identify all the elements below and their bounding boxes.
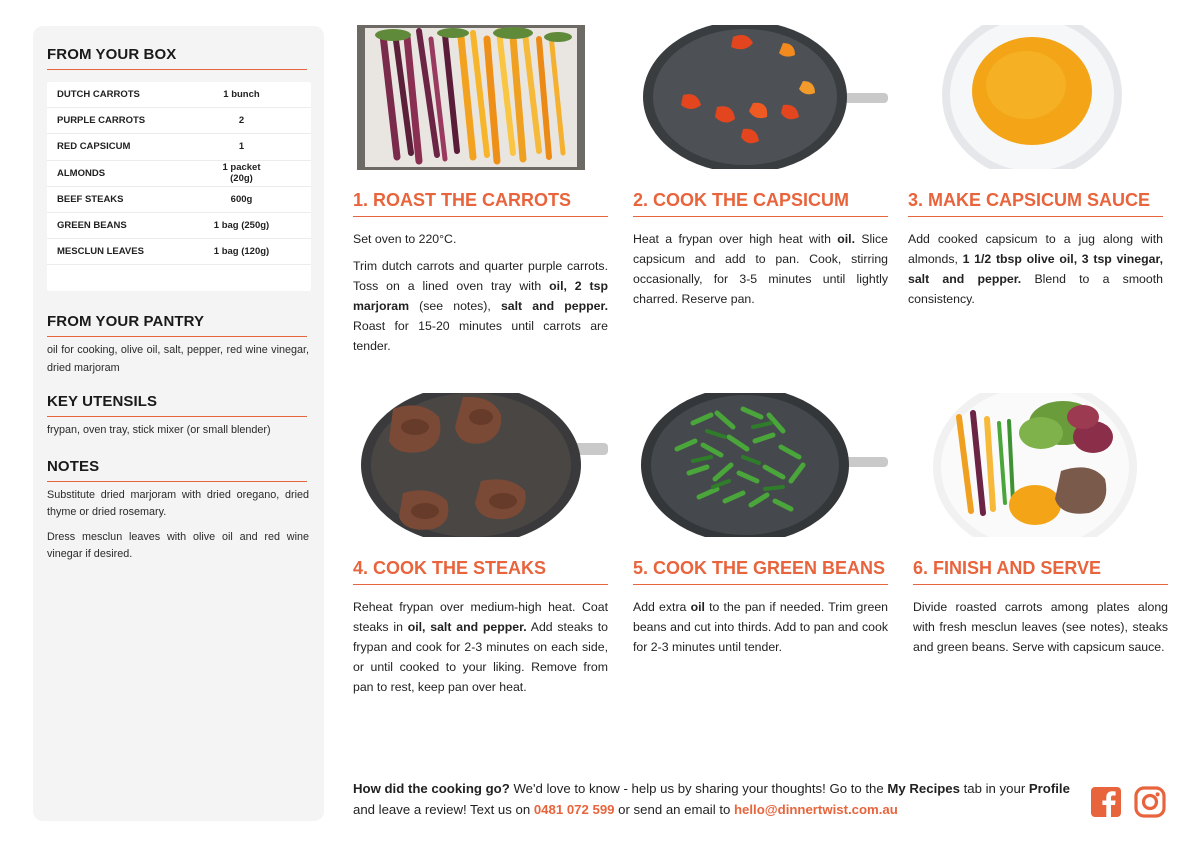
emphasis: oil <box>690 600 705 614</box>
step-6-title: 6. FINISH AND SERVE <box>913 558 1168 585</box>
ingredients-sidebar <box>33 26 324 821</box>
step-5-body <box>633 597 888 657</box>
ingredient-name: BEEF STEAKS <box>57 193 124 205</box>
ingredient-row <box>47 82 311 108</box>
note-item: Substitute dried marjoram with dried oregano, dried thyme or dried rosemary. <box>47 488 309 519</box>
step-1-p1: Set oven to 220°C. <box>353 232 457 246</box>
utensils-section <box>47 393 309 440</box>
ingredient-qty: 1 bunch <box>223 89 260 101</box>
profile-link[interactable]: Profile <box>1028 781 1070 796</box>
ingredient-row <box>47 239 311 265</box>
step-4-body <box>353 597 608 697</box>
ingredient-name: PURPLE CARROTS <box>57 115 146 127</box>
step-3 <box>908 190 1163 316</box>
ingredients-table <box>47 82 311 291</box>
feedback-footer <box>353 778 1078 820</box>
ingredient-row <box>47 213 311 239</box>
ingredient-name: DUTCH CARROTS <box>57 89 140 101</box>
ingredient-name: GREEN BEANS <box>57 220 127 232</box>
emphasis: oil. <box>837 232 855 246</box>
step-4-p1 <box>353 597 608 697</box>
ingredient-name: RED CAPSICUM <box>57 141 131 153</box>
step-1-title: 1. ROAST THE CARROTS <box>353 190 608 217</box>
step-2-body <box>633 229 888 309</box>
ingredient-qty: 600g <box>230 193 253 205</box>
text: Blend to a smooth consistency. <box>908 272 1163 306</box>
text: Add cooked capsicum to a jug along with almonds, <box>908 232 1163 266</box>
text: tab in your <box>959 781 1029 796</box>
ingredient-row-empty <box>47 265 311 291</box>
step-5-title: 5. COOK THE GREEN BEANS <box>633 558 888 585</box>
from-your-box-heading: FROM YOUR BOX <box>47 46 307 70</box>
notes-list <box>47 487 309 564</box>
capsicum-sauce-photo <box>908 25 1163 169</box>
step-1 <box>353 190 608 363</box>
text: or send an email to <box>614 802 734 817</box>
emphasis: oil, salt and pepper. <box>407 620 527 634</box>
step-3-p1 <box>908 229 1163 309</box>
step-2-p1 <box>633 229 888 309</box>
text: Add steaks to frypan and cook for 2-3 minutes on each side, or until cooked to your liking. Remove from pan to rest, keep pan over heat. <box>353 620 608 694</box>
ingredient-row <box>47 161 311 187</box>
step-2 <box>633 190 888 316</box>
roasted-carrots-photo <box>353 25 589 170</box>
utensils-heading: KEY UTENSILS <box>47 393 307 417</box>
step-3-title: 3. MAKE CAPSICUM SAUCE <box>908 190 1163 217</box>
text: Slice capsicum and add to pan. Cook, stirring occasionally, for 3-5 minutes until lightly charred. Reserve pan. <box>633 232 888 306</box>
my-recipes-link[interactable]: My Recipes <box>887 781 960 796</box>
pantry-text: oil for cooking, olive oil, salt, pepper, red wine vinegar, dried marjoram <box>47 344 309 374</box>
green-beans-pan-photo <box>633 393 888 537</box>
ingredient-qty: 1 packet (20g) <box>222 162 261 185</box>
utensils-text: frypan, oven tray, stick mixer (or small blender) <box>47 424 271 437</box>
text: We'd love to know - help us by sharing your thoughts! Go to the <box>509 781 888 796</box>
text: to the pan if needed. Trim green beans and cut into thirds. Add to pan and cook for 2-3 minutes until tender. <box>633 600 888 654</box>
emphasis: salt and pepper. <box>500 299 608 313</box>
step-6 <box>913 558 1168 664</box>
text: (see notes), <box>409 299 501 313</box>
steaks-pan-photo <box>353 393 608 537</box>
phone-number[interactable]: 0481 072 599 <box>533 802 615 817</box>
step-2-title: 2. COOK THE CAPSICUM <box>633 190 888 217</box>
ingredient-row <box>47 134 311 160</box>
step-5 <box>633 558 888 664</box>
facebook-icon[interactable] <box>1090 786 1122 818</box>
ingredient-row <box>47 108 311 134</box>
ingredient-qty: 1 bag (120g) <box>213 246 270 258</box>
text: and leave a review! Text us on <box>353 802 534 817</box>
ingredient-qty: 1 <box>238 141 245 153</box>
text: Trim dutch carrots and quarter purple carrots. Toss on a lined oven tray with <box>353 259 608 293</box>
ingredient-name: ALMONDS <box>57 167 106 179</box>
email-link[interactable]: hello@dinnertwist.com.au <box>734 802 898 817</box>
notes-section <box>47 458 309 564</box>
step-1-body <box>353 229 608 356</box>
text: Roast for 15-20 minutes until carrots are tender. <box>353 319 608 353</box>
step-6-body <box>913 597 1168 657</box>
emphasis: 1 1/2 tbsp olive oil, 3 tsp vinegar, salt and pepper. <box>908 252 1163 286</box>
pantry-section <box>47 313 309 377</box>
instagram-icon[interactable] <box>1134 786 1166 818</box>
text: Add extra <box>633 600 691 614</box>
feedback-question: How did the cooking go? <box>353 781 510 796</box>
capsicum-pan-photo <box>633 25 888 169</box>
emphasis: oil, 2 tsp marjoram <box>353 279 608 313</box>
pantry-heading: FROM YOUR PANTRY <box>47 313 307 337</box>
ingredient-qty: 2 <box>238 115 245 127</box>
ingredient-row <box>47 187 311 213</box>
plated-dish-photo <box>913 393 1168 537</box>
text: Heat a frypan over high heat with <box>633 232 838 246</box>
step-4-title: 4. COOK THE STEAKS <box>353 558 608 585</box>
step-4 <box>353 558 608 704</box>
text: Reheat frypan over medium-high heat. Coat steaks in <box>353 600 608 634</box>
step-5-p1 <box>633 597 888 657</box>
step-1-p2 <box>353 256 608 356</box>
step-6-p1: Divide roasted carrots among plates along with fresh mesclun leaves (see notes), steaks and green beans. Serve with capsicum sauce. <box>913 600 1168 654</box>
ingredient-qty: 1 bag (250g) <box>213 220 270 232</box>
notes-heading: NOTES <box>47 458 307 482</box>
step-3-body <box>908 229 1163 309</box>
note-item: Dress mesclun leaves with olive oil and red wine vinegar if desired. <box>47 530 309 561</box>
ingredient-name: MESCLUN LEAVES <box>57 246 144 258</box>
